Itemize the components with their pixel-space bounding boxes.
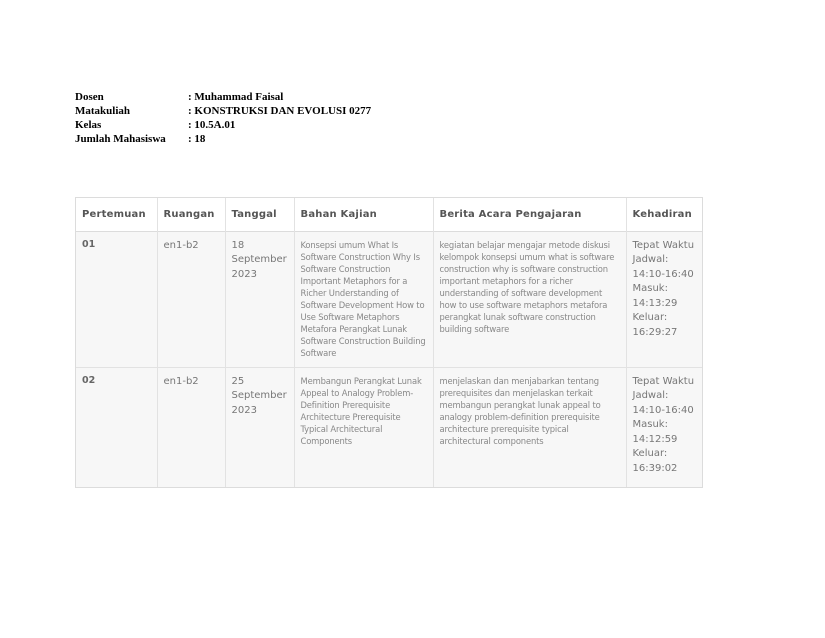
attendance-status: Tepat Waktu <box>632 375 695 387</box>
header-value: : 18 <box>188 133 206 145</box>
header-label: Jumlah Mahasiswa <box>75 133 166 145</box>
attendance-masuk: 14:12:59 <box>632 433 678 445</box>
table-row <box>76 231 702 367</box>
attendance-jadwal-label: Jadwal: <box>632 390 669 401</box>
attendance-keluar: 16:39:02 <box>632 462 678 474</box>
column-header-bahan-kajian: Bahan Kajian <box>294 198 433 231</box>
header-row-matakuliah <box>75 104 371 118</box>
cell-bahan-kajian: Membangun Perangkat Lunak Appeal to Analogy Problem-Definition Prerequisite Architecture Prerequisite Typical Architectural Components <box>294 367 433 487</box>
column-header-kehadiran: Kehadiran <box>632 208 692 220</box>
header-label: Matakuliah <box>75 105 131 117</box>
table-row <box>76 367 702 487</box>
header-label: Dosen <box>75 91 104 103</box>
cell-berita-acara: menjelaskan dan menjabarkan tentang prerequisites dan menjelaskan terkait membangun perangkat lunak appeal to analogy problem-definition prerequisite architecture prerequisite typical architectural components <box>433 367 626 487</box>
table-header-row <box>76 198 702 231</box>
course-header <box>75 90 371 146</box>
header-value: : KONSTRUKSI DAN EVOLUSI 0277 <box>188 105 372 117</box>
cell-kehadiran <box>626 231 702 367</box>
cell-pertemuan: 01 <box>76 231 157 367</box>
header-row-dosen <box>75 90 371 104</box>
attendance-masuk-label: Masuk: <box>632 419 668 430</box>
cell-ruangan: en1-b2 <box>157 231 225 367</box>
attendance-table <box>75 197 703 488</box>
cell-pertemuan: 02 <box>76 367 157 487</box>
cell-bahan-kajian: Konsepsi umum What Is Software Construction Why Is Software Construction Important Metaphors for a Richer Understanding of Software Development How to Use Software Metaphors Metafora Perangkat Lunak Software Construction Building Software <box>294 231 433 367</box>
column-header-pertemuan: Pertemuan <box>76 198 157 231</box>
attendance-keluar-label: Keluar: <box>632 312 668 323</box>
attendance-masuk-label: Masuk: <box>632 283 668 294</box>
cell-ruangan: en1-b2 <box>157 367 225 487</box>
column-header-ruangan: Ruangan <box>157 198 225 231</box>
header-row-kelas <box>75 118 371 132</box>
attendance-keluar-label: Keluar: <box>632 448 668 459</box>
cell-tanggal: 18 September 2023 <box>225 231 294 367</box>
column-header-berita-acara: Berita Acara Pengajaran <box>433 198 626 231</box>
attendance-keluar: 16:29:27 <box>632 326 678 338</box>
header-value: : Muhammad Faisal <box>188 91 284 103</box>
header-row-jumlah-mahasiswa <box>75 132 371 146</box>
column-header-tanggal: Tanggal <box>225 198 294 231</box>
header-label: Kelas <box>75 119 102 131</box>
attendance-jadwal-label: Jadwal: <box>632 254 669 265</box>
attendance-jadwal: 14:10-16:40 <box>632 404 694 416</box>
attendance-masuk: 14:13:29 <box>632 297 678 309</box>
cell-tanggal: 25 September 2023 <box>225 367 294 487</box>
cell-berita-acara: kegiatan belajar mengajar metode diskusi kelompok konsepsi umum what is software construction why is software construction important metaphors for a richer understanding of software development how to use software metaphors metafora perangkat lunak software construction building software <box>433 231 626 367</box>
attendance-jadwal: 14:10-16:40 <box>632 268 694 280</box>
header-value: : 10.5A.01 <box>188 119 236 131</box>
cell-kehadiran <box>626 367 702 487</box>
attendance-status: Tepat Waktu <box>632 239 695 251</box>
